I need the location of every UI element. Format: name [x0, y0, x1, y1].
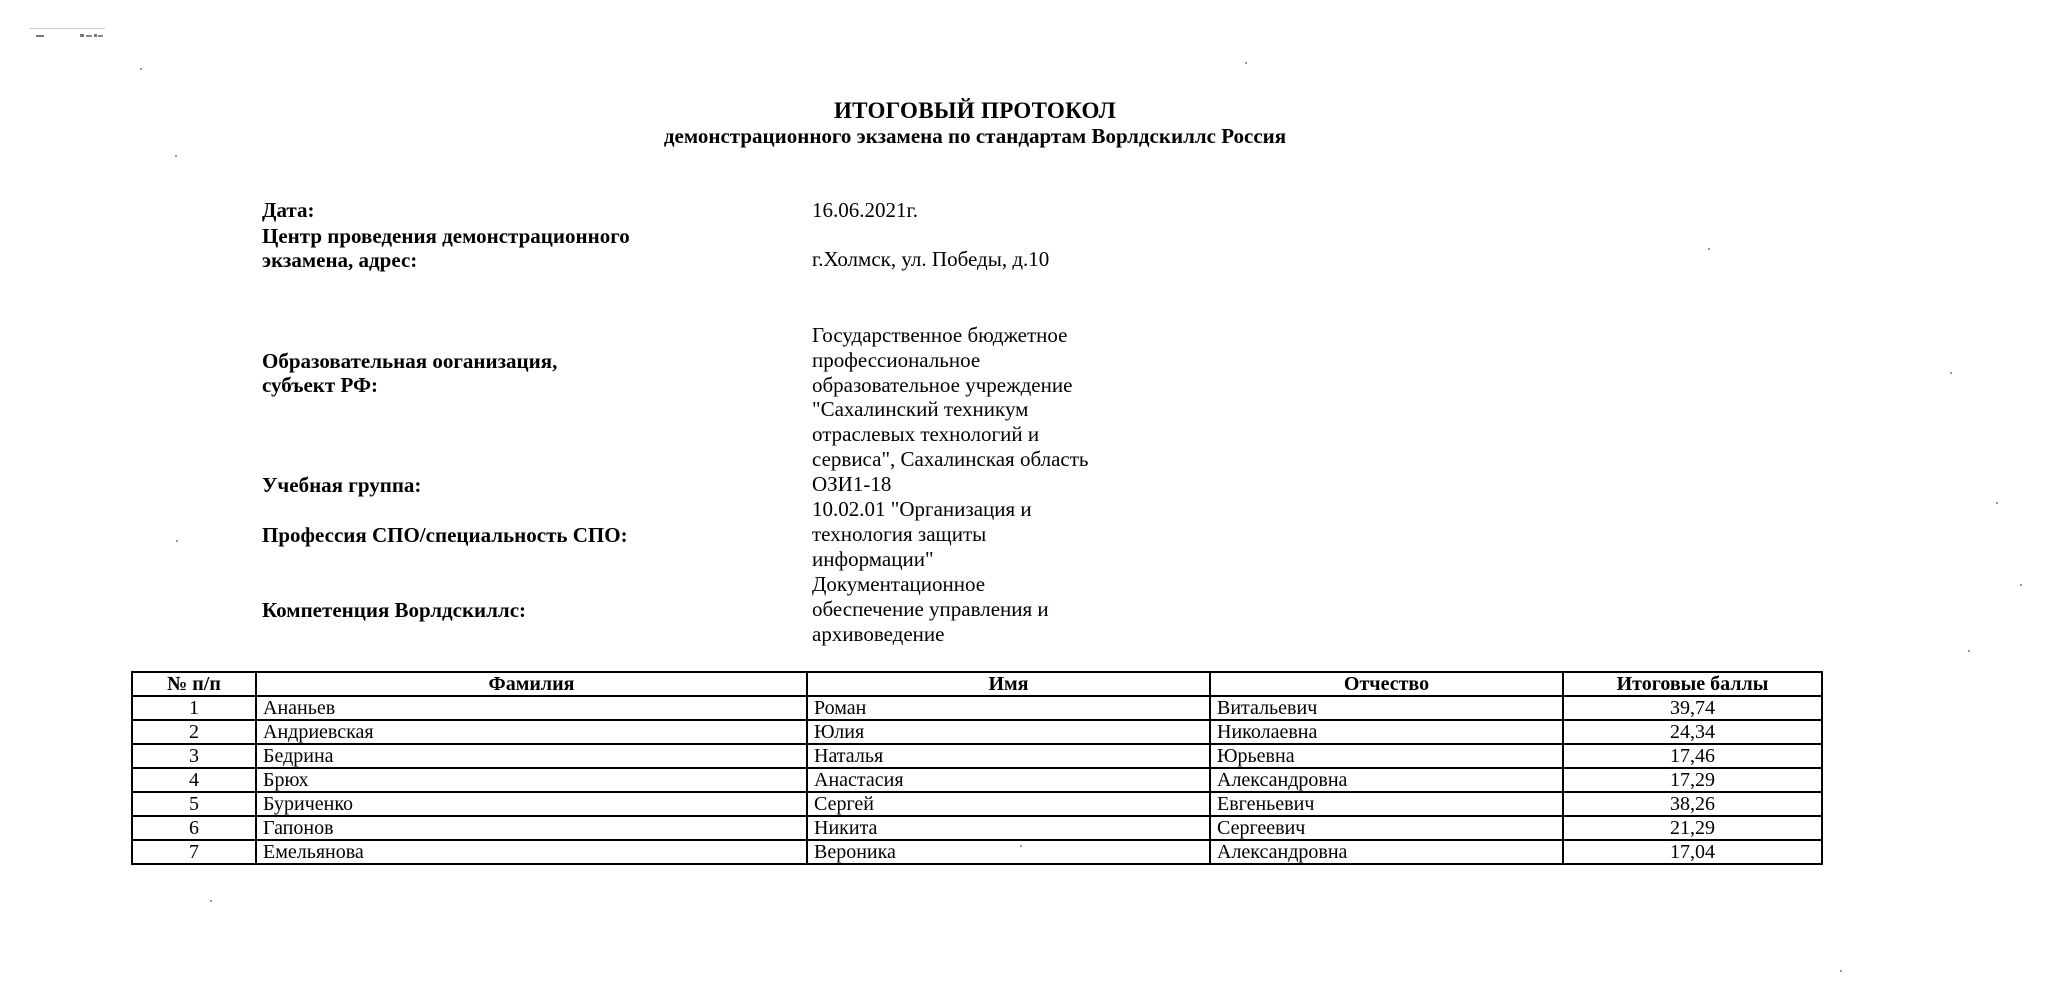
table-row	[132, 696, 1822, 720]
profession-label: Профессия СПО/специальность СПО:	[262, 523, 628, 547]
organization-value-line: Государственное бюджетное	[812, 323, 1068, 347]
row-number: 4	[132, 768, 256, 792]
column-header-name: Имя	[807, 672, 1210, 696]
row-number: 3	[132, 744, 256, 768]
row-surname: Емельянова	[256, 840, 807, 864]
row-patronymic: Евгеньевич	[1210, 792, 1563, 816]
table-row	[132, 816, 1822, 840]
organization-value-line: образовательное учреждение	[812, 372, 1073, 397]
row-surname: Брюх	[256, 768, 807, 792]
row-name: Сергей	[807, 792, 1210, 816]
row-score: 17,29	[1563, 768, 1822, 792]
row-score: 39,74	[1563, 696, 1822, 720]
row-patronymic: Александровна	[1210, 840, 1563, 864]
center-label-line: Центр проведения демонстрационного	[262, 224, 630, 248]
date-value: 16.06.2021г.	[812, 198, 918, 222]
profession-value-line: 10.02.01 "Организация и	[812, 497, 1032, 521]
row-number: 5	[132, 792, 256, 816]
document-title: ИТОГОВЫЙ ПРОТОКОЛ	[833, 98, 1117, 123]
organization-value-line: отраслевых технологий и	[812, 422, 1040, 447]
table-row	[132, 792, 1822, 816]
table-header-row	[132, 672, 1822, 696]
row-surname: Бедрина	[256, 744, 807, 768]
row-name: Анастасия	[807, 768, 1210, 792]
organization-value-line: "Сахалинский техникум	[812, 397, 1029, 422]
organization-label-line: субъект РФ:	[262, 373, 378, 397]
column-header-number: № п/п	[132, 672, 256, 696]
scan-speck	[1245, 62, 1247, 64]
group-value: ОЗИ1-18	[812, 472, 892, 496]
scan-speck	[1968, 650, 1970, 652]
row-number: 1	[132, 696, 256, 720]
scan-speck	[1950, 372, 1952, 374]
row-surname: Буриченко	[256, 792, 807, 816]
row-patronymic: Витальевич	[1210, 696, 1563, 720]
date-label: Дата:	[262, 198, 315, 222]
competence-value-line: обеспечение управления и	[812, 596, 1049, 621]
row-name: Роман	[807, 696, 1210, 720]
row-score: 24,34	[1563, 720, 1822, 744]
scan-artifact	[30, 28, 150, 42]
competence-value-line: архивоведение	[812, 621, 945, 646]
competence-value-line: Документационное	[812, 572, 986, 596]
scan-speck	[176, 540, 178, 542]
table-row	[132, 768, 1822, 792]
scan-speck	[2020, 584, 2022, 586]
organization-label	[262, 349, 802, 397]
row-name: Юлия	[807, 720, 1210, 744]
scan-speck	[1840, 970, 1842, 972]
organization-value-line: профессиональное	[812, 347, 981, 372]
center-value: г.Холмск, ул. Победы, д.10	[812, 247, 1050, 271]
row-number: 6	[132, 816, 256, 840]
center-label	[262, 224, 802, 272]
profession-value-line: информации"	[812, 546, 934, 571]
document-subtitle: демонстрационного экзамена по стандартам Ворлдскиллс Россия	[663, 124, 1287, 148]
organization-value	[812, 323, 1232, 472]
competence-value	[812, 572, 1232, 646]
row-score: 21,29	[1563, 816, 1822, 840]
profession-value-line: технология защиты	[812, 521, 987, 546]
row-number: 2	[132, 720, 256, 744]
scan-speck	[1708, 248, 1710, 250]
column-header-score: Итоговые баллы	[1563, 672, 1822, 696]
row-name: Вероника	[807, 840, 1210, 864]
organization-label-line: Образовательная ооганизация,	[262, 349, 558, 373]
row-number: 7	[132, 840, 256, 864]
table-row	[132, 720, 1822, 744]
row-surname: Андриевская	[256, 720, 807, 744]
scan-speck	[1996, 502, 1998, 504]
row-name: Наталья	[807, 744, 1210, 768]
row-surname: Ананьев	[256, 696, 807, 720]
table-row	[132, 744, 1822, 768]
row-score: 17,04	[1563, 840, 1822, 864]
center-label-line: экзамена, адрес:	[262, 248, 418, 272]
scan-speck	[210, 900, 212, 902]
group-label: Учебная группа:	[262, 473, 422, 497]
row-score: 38,26	[1563, 792, 1822, 816]
table-row	[132, 840, 1822, 864]
row-patronymic: Сергеевич	[1210, 816, 1563, 840]
organization-value-line: сервиса", Сахалинская область	[812, 446, 1089, 471]
scan-speck	[175, 155, 177, 157]
row-surname: Гапонов	[256, 816, 807, 840]
row-patronymic: Николаевна	[1210, 720, 1563, 744]
column-header-surname: Фамилия	[256, 672, 807, 696]
results-table	[131, 671, 1823, 865]
scan-speck	[140, 68, 142, 70]
competence-label: Компетенция Ворлдскиллс:	[262, 598, 527, 622]
row-patronymic: Юрьевна	[1210, 744, 1563, 768]
row-score: 17,46	[1563, 744, 1822, 768]
column-header-patronymic: Отчество	[1210, 672, 1563, 696]
row-name: Никита	[807, 816, 1210, 840]
row-patronymic: Александровна	[1210, 768, 1563, 792]
profession-value	[812, 497, 1232, 571]
